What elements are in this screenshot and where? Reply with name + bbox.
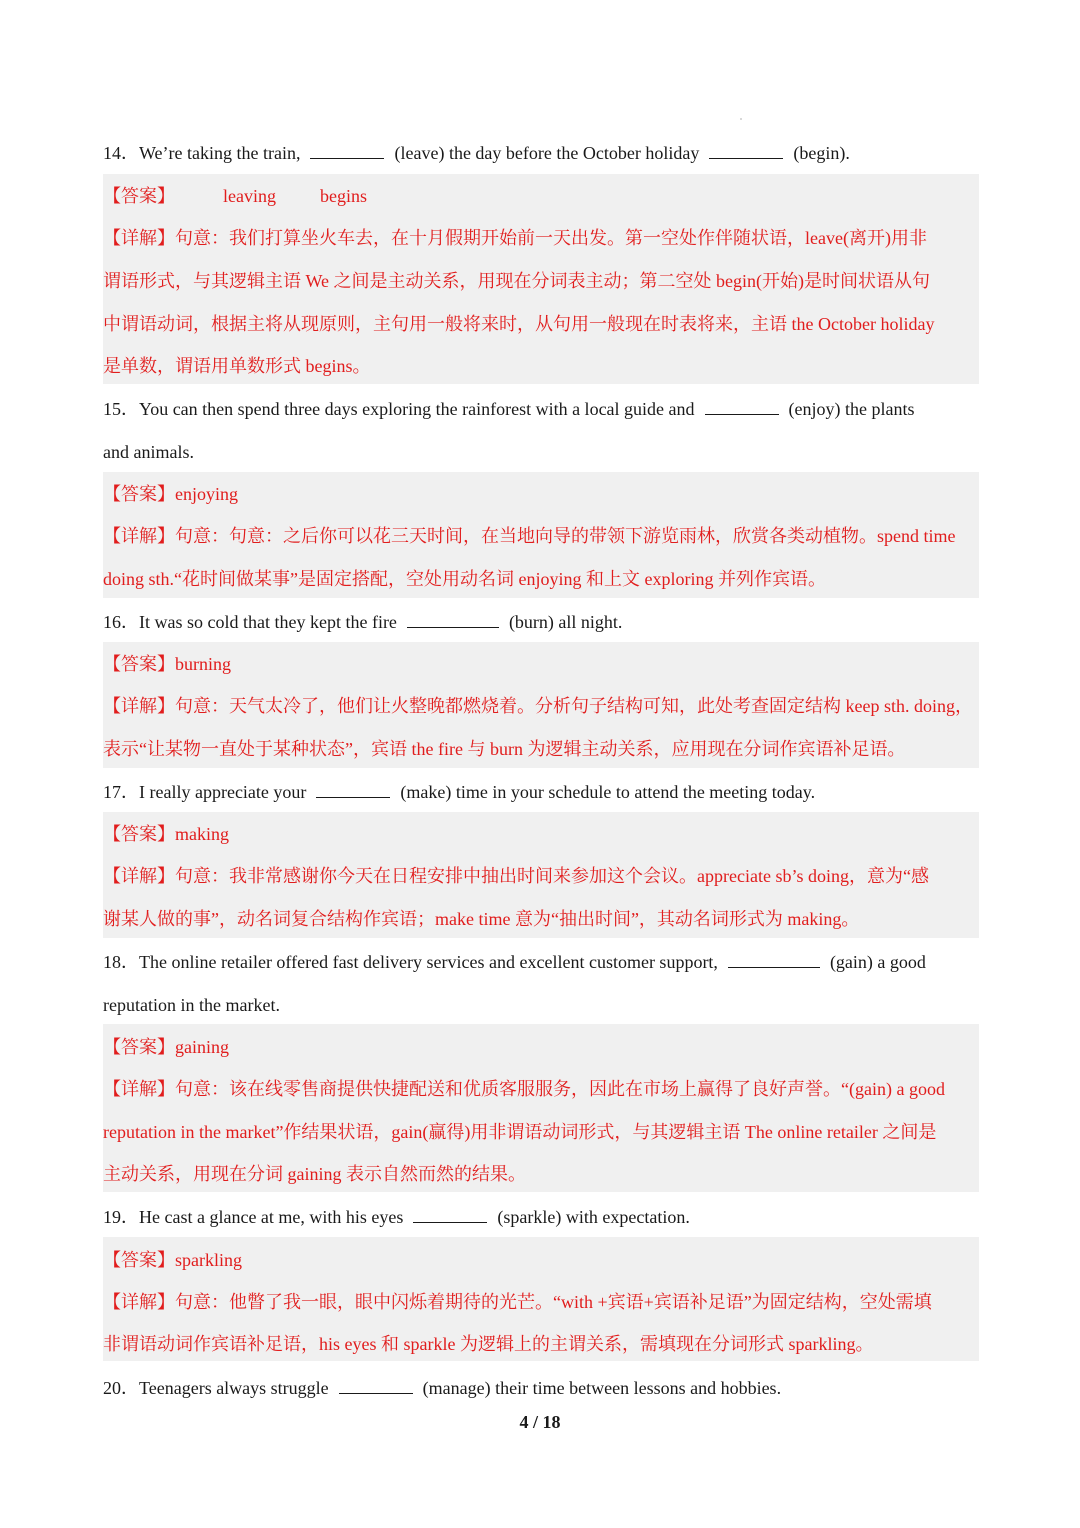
- answer-blank: [310, 142, 384, 159]
- question-19: 19．He cast a glance at me, with his eyes (sparkle) with expectation.: [103, 1207, 690, 1227]
- scan-artifact: [740, 118, 742, 120]
- question-number: 14．: [103, 143, 139, 163]
- explanation-14-line: 是单数，谓语用单数形式 begins。: [103, 356, 371, 376]
- answer-blank: [728, 951, 820, 968]
- explanation-14-line: 中谓语动词，根据主将从现原则，主句用一般将来时，从句用一般现在时表将来，主语 the October holiday: [103, 314, 935, 334]
- question-15: 15．You can then spend three days exploring the rainforest with a local guide and (enjoy) the plants: [103, 399, 915, 419]
- question-20: 20．Teenagers always struggle (manage) their time between lessons and hobbies.: [103, 1378, 782, 1398]
- question-number: 18．: [103, 952, 139, 972]
- answer-blank: [339, 1377, 413, 1394]
- answer-line-14: 【答案】 leaving begins: [103, 186, 367, 206]
- question-15-line: and animals.: [103, 442, 194, 462]
- explanation-18-line: reputation in the market”作结果状语，gain(赢得)用非谓语动词形式，与其逻辑主语 The online retailer 之间是: [103, 1122, 937, 1142]
- question-number: 17．: [103, 782, 139, 802]
- question-14: 14．We’re taking the train, (leave) the day before the October holiday (begin).: [103, 143, 850, 163]
- question-number: 16．: [103, 612, 139, 632]
- question-17: 17．I really appreciate your (make) time in your schedule to attend the meeting today.: [103, 782, 816, 802]
- explanation-19-line: 非谓语动词作宾语补足语，his eyes 和 sparkle 为逻辑上的主谓关系，需填现在分词形式 sparkling。: [103, 1334, 874, 1354]
- question-18: 18．The online retailer offered fast delivery services and excellent customer support, (gain) a good: [103, 952, 926, 972]
- page-number: 4 / 18: [519, 1412, 561, 1432]
- answer-blank: [705, 398, 779, 415]
- answer-line-15: 【答案】enjoying: [103, 484, 238, 504]
- answer-blank: [407, 611, 499, 628]
- explanation-18-line: 主动关系，用现在分词 gaining 表示自然而然的结果。: [103, 1164, 526, 1184]
- explanation-15: 【详解】句意：句意：之后你可以花三天时间，在当地向导的带领下游览雨林，欣赏各类动植物。spend time: [103, 526, 956, 546]
- answer-line-16: 【答案】burning: [103, 654, 231, 674]
- answer-blank: [413, 1206, 487, 1223]
- question-number: 15．: [103, 399, 139, 419]
- question-number: 19．: [103, 1207, 139, 1227]
- question-18-line: reputation in the market.: [103, 995, 280, 1015]
- explanation-17-line: 谢某人做的事”，动名词复合结构作宾语；make time 意为“抽出时间”，其动名词形式为 making。: [103, 909, 860, 929]
- answer-line-17: 【答案】making: [103, 824, 229, 844]
- answer-line-18: 【答案】gaining: [103, 1037, 229, 1057]
- explanation-17: 【详解】句意：我非常感谢你今天在日程安排中抽出时间来参加这个会议。appreciate sb’s doing，意为“感: [103, 866, 929, 886]
- explanation-15-line: doing sth.“花时间做某事”是固定搭配，空处用动名词 enjoying 和上文 exploring 并列作宾语。: [103, 569, 826, 589]
- question-16: 16．It was so cold that they kept the fire (burn) all night.: [103, 612, 623, 632]
- explanation-19: 【详解】句意：他瞥了我一眼，眼中闪烁着期待的光芒。“with +宾语+宾语补足语”为固定结构，空处需填: [103, 1292, 932, 1312]
- explanation-14: 【详解】句意：我们打算坐火车去，在十月假期开始前一天出发。第一空处作伴随状语，leave(离开)用非: [103, 228, 927, 248]
- explanation-14-line: 谓语形式，与其逻辑主语 We 之间是主动关系，用现在分词表主动；第二空处 begin(开始)是时间状语从句: [103, 271, 931, 291]
- answer-blank: [316, 781, 390, 798]
- explanation-18: 【详解】句意：该在线零售商提供快捷配送和优质客服服务，因此在市场上赢得了良好声誉。“(gain) a good: [103, 1079, 945, 1099]
- question-number: 20．: [103, 1378, 139, 1398]
- answer-blank: [709, 142, 783, 159]
- explanation-16: 【详解】句意：天气太冷了，他们让火整晚都燃烧着。分析句子结构可知，此处考查固定结构 keep sth. doing，: [103, 696, 973, 716]
- answer-line-19: 【答案】sparkling: [103, 1250, 242, 1270]
- explanation-16-line: 表示“让某物一直处于某种状态”，宾语 the fire 与 burn 为逻辑主动关系，应用现在分词作宾语补足语。: [103, 739, 906, 759]
